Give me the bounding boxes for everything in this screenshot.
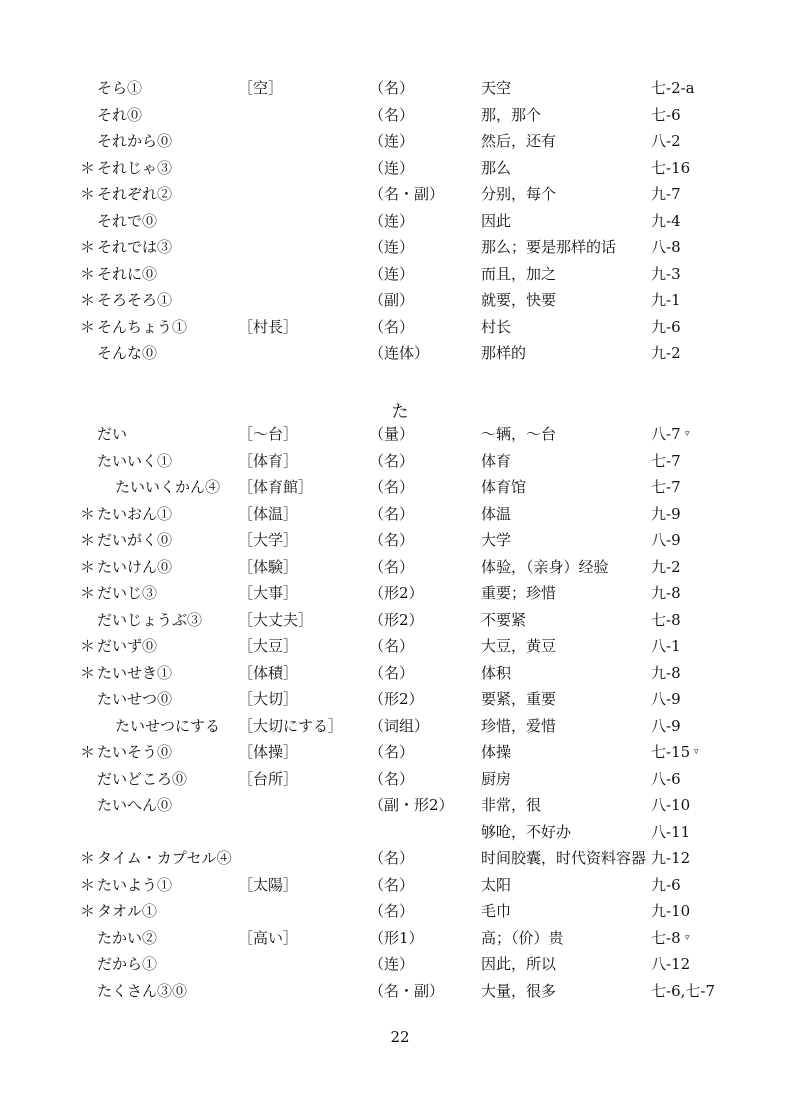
entry-kanji: ［大切にする］ — [238, 716, 344, 735]
entry-lesson-ref: 八-7 — [651, 425, 681, 443]
entry-row — [0, 181, 800, 208]
entry-kanji: ［大事］ — [238, 584, 299, 602]
entry-row — [0, 792, 800, 819]
entry-lesson-ref: 八-9 — [651, 690, 681, 708]
entry-row — [0, 819, 800, 846]
entry-star-mark: ＊ — [80, 158, 96, 177]
entry-lesson-ref: 九-6 — [651, 875, 681, 894]
entry-lesson-ref: 八-1 — [651, 637, 681, 655]
entry-part-of-speech: （名） — [369, 451, 415, 470]
entry-meaning: 高；（价）贵 — [481, 928, 564, 947]
entry-word: それでは③ — [97, 238, 173, 256]
entry-part-of-speech: （形2） — [369, 584, 424, 602]
triangle-mark-icon: ▿ — [685, 429, 690, 439]
entry-lesson-ref: 八-9 — [651, 716, 681, 735]
entry-meaning: 太阳 — [481, 875, 512, 894]
entry-kanji: ［大丈夫］ — [238, 610, 314, 629]
entry-lesson-ref: 九-10 — [651, 902, 691, 920]
entry-kanji: ［体積］ — [238, 663, 299, 682]
entry-meaning: 厨房 — [481, 769, 512, 788]
entry-word: たいおん① — [97, 504, 173, 523]
entry-meaning: 然后，还有 — [481, 132, 557, 150]
entry-meaning: 时间胶囊，时代资料容器 — [481, 849, 647, 867]
entry-lesson-ref: 九-2 — [651, 344, 681, 362]
entry-lesson-ref: 八-6 — [651, 769, 681, 788]
entry-star-mark: ＊ — [80, 317, 96, 336]
entry-part-of-speech: （名） — [369, 849, 415, 867]
entry-word: たいせき① — [97, 663, 173, 682]
entry-row — [0, 739, 800, 766]
section-ta-entries — [0, 421, 800, 1004]
entry-word: たいへん⓪ — [97, 796, 173, 814]
entry-row — [0, 448, 800, 475]
entry-word: それで⓪ — [97, 211, 158, 230]
entry-kanji: ［大切］ — [238, 690, 299, 708]
entry-lesson-ref: 七-15 — [651, 743, 691, 761]
entry-row — [0, 845, 800, 872]
entry-lesson-ref: 九-7 — [651, 185, 681, 203]
entry-part-of-speech: （连） — [369, 132, 415, 150]
entry-kanji: ［空］ — [238, 79, 284, 97]
entry-part-of-speech: （名） — [369, 105, 415, 124]
entry-part-of-speech: （名） — [369, 743, 415, 761]
entry-kanji: ［体操］ — [238, 743, 299, 761]
entry-meaning: 体验，（亲身）经验 — [481, 557, 609, 576]
entry-meaning: 分别，每个 — [481, 185, 557, 203]
entry-star-mark: ＊ — [80, 531, 96, 549]
entry-meaning: 不要紧 — [481, 610, 527, 629]
entry-word: そろそろ① — [97, 291, 173, 309]
entry-star-mark: ＊ — [80, 584, 96, 602]
entry-row — [0, 155, 800, 182]
entry-word: タイム・カプセル④ — [97, 849, 232, 867]
entry-part-of-speech: （连体） — [369, 344, 430, 362]
entry-part-of-speech: （名） — [369, 504, 415, 523]
section-heading-ta: た — [391, 402, 409, 422]
entry-meaning: 体育馆 — [481, 478, 527, 496]
entry-lesson-ref: 九-4 — [651, 211, 681, 230]
entry-row — [0, 287, 800, 314]
entry-part-of-speech: （连） — [369, 264, 415, 283]
entry-part-of-speech: （连） — [369, 158, 415, 177]
entry-word: それ⓪ — [97, 105, 143, 124]
entry-meaning: 体温 — [481, 504, 512, 523]
entry-row — [0, 872, 800, 899]
entry-word: だから① — [97, 955, 158, 973]
entry-star-mark: ＊ — [80, 743, 96, 761]
entry-lesson-ref: 九-2 — [651, 557, 681, 576]
entry-star-mark: ＊ — [80, 185, 96, 203]
entry-row — [0, 208, 800, 235]
entry-row — [0, 314, 800, 341]
entry-row — [0, 713, 800, 740]
entry-lesson-ref: 九-3 — [651, 264, 681, 283]
entry-lesson-ref: 九-9 — [651, 504, 681, 523]
entry-kanji: ［体育館］ — [238, 478, 314, 496]
entry-part-of-speech: （形2） — [369, 690, 424, 708]
entry-meaning: 村长 — [481, 317, 512, 336]
entry-part-of-speech: （名） — [369, 79, 415, 97]
entry-kanji: ［台所］ — [238, 769, 299, 788]
entry-row — [0, 474, 800, 501]
entry-kanji: ［太陽］ — [238, 875, 299, 894]
entry-word: たいせつ⓪ — [97, 690, 173, 708]
entry-word: タオル① — [97, 902, 158, 920]
entry-kanji: ［体験］ — [238, 557, 299, 576]
entry-meaning: 那么 — [481, 158, 512, 177]
entry-star-mark: ＊ — [80, 291, 96, 309]
entry-meaning: 珍惜，爱惜 — [481, 716, 557, 735]
entry-word: たいせつにする — [115, 716, 221, 735]
entry-part-of-speech: （名） — [369, 769, 415, 788]
entry-word: そんな⓪ — [97, 344, 158, 362]
entry-row — [0, 633, 800, 660]
entry-row — [0, 554, 800, 581]
entry-meaning: 够呛，不好办 — [481, 822, 572, 841]
entry-star-mark: ＊ — [80, 637, 96, 655]
entry-lesson-ref: 七-8 — [651, 928, 681, 947]
entry-meaning: 那么；要是那样的话 — [481, 238, 617, 256]
entry-star-mark: ＊ — [80, 557, 96, 576]
entry-word: たいいくかん④ — [115, 478, 221, 496]
entry-part-of-speech: （名・副） — [369, 185, 445, 203]
entry-meaning: 那，那个 — [481, 105, 542, 124]
entry-lesson-ref: 八-8 — [651, 238, 681, 256]
entry-meaning: 因此 — [481, 211, 512, 230]
entry-kanji: ［体温］ — [238, 504, 299, 523]
entry-meaning: 体育 — [481, 451, 512, 470]
entry-word: だいじょうぶ③ — [97, 610, 203, 629]
entry-row — [0, 527, 800, 554]
entry-lesson-ref: 八-2 — [651, 132, 681, 150]
entry-part-of-speech: （名・副） — [369, 981, 445, 1000]
entry-word: それぞれ② — [97, 185, 173, 203]
entry-kanji: ［体育］ — [238, 451, 299, 470]
entry-row — [0, 421, 800, 448]
entry-lesson-ref: 九-8 — [651, 663, 681, 682]
entry-kanji: ［村長］ — [238, 317, 299, 336]
entry-row — [0, 951, 800, 978]
entry-meaning: 天空 — [481, 79, 512, 97]
entry-part-of-speech: （名） — [369, 902, 415, 920]
entry-part-of-speech: （名） — [369, 875, 415, 894]
entry-kanji: ［大豆］ — [238, 637, 299, 655]
entry-meaning: 体积 — [481, 663, 512, 682]
entry-row — [0, 898, 800, 925]
entry-row — [0, 75, 800, 102]
page-number: 22 — [390, 1028, 410, 1046]
entry-part-of-speech: （形2） — [369, 610, 424, 629]
entry-meaning: 大豆，黄豆 — [481, 637, 557, 655]
entry-lesson-ref: 九-12 — [651, 849, 691, 867]
entry-lesson-ref: 七-7 — [651, 451, 681, 470]
entry-meaning: 因此，所以 — [481, 955, 557, 973]
entry-word: だいどころ⓪ — [97, 769, 188, 788]
entry-row — [0, 234, 800, 261]
entry-word: たいよう① — [97, 875, 173, 894]
entry-meaning: 大学 — [481, 531, 512, 549]
entry-lesson-ref: 八-9 — [651, 531, 681, 549]
entry-lesson-ref: 八-10 — [651, 796, 691, 814]
entry-meaning: 重要；珍惜 — [481, 584, 557, 602]
entry-lesson-ref: 七-2-a — [651, 79, 695, 97]
entry-word: だいず⓪ — [97, 637, 158, 655]
entry-part-of-speech: （名） — [369, 557, 415, 576]
entry-kanji: ［高い］ — [238, 928, 299, 947]
entry-word: そら① — [97, 79, 143, 97]
entry-row — [0, 925, 800, 952]
entry-lesson-ref: 八-12 — [651, 955, 691, 973]
entry-meaning: 非常，很 — [481, 796, 542, 814]
entry-word: そんちょう① — [97, 317, 188, 336]
entry-row — [0, 261, 800, 288]
entry-part-of-speech: （名） — [369, 317, 415, 336]
entry-star-mark: ＊ — [80, 875, 96, 894]
entry-lesson-ref: 七-6 — [651, 105, 681, 124]
entry-lesson-ref: 八-11 — [651, 822, 691, 841]
entry-lesson-ref: 九-8 — [651, 584, 681, 602]
entry-kanji: ［大学］ — [238, 531, 299, 549]
entry-word: だいじ③ — [97, 584, 158, 602]
entry-meaning: 就要，快要 — [481, 291, 557, 309]
entry-word: たいいく① — [97, 451, 173, 470]
entry-star-mark: ＊ — [80, 902, 96, 920]
entry-part-of-speech: （连） — [369, 211, 415, 230]
triangle-mark-icon: ▿ — [685, 932, 690, 943]
entry-row — [0, 607, 800, 634]
entry-word: それから⓪ — [97, 132, 173, 150]
entry-row — [0, 660, 800, 687]
entry-part-of-speech: （连） — [369, 955, 415, 973]
entry-part-of-speech: （词组） — [369, 716, 430, 735]
entry-row — [0, 102, 800, 129]
entry-part-of-speech: （副・形2） — [369, 796, 454, 814]
entry-part-of-speech: （副） — [369, 291, 415, 309]
entry-word: それじゃ③ — [97, 158, 173, 177]
triangle-mark-icon: ▿ — [694, 747, 699, 757]
entry-meaning: 而且，加之 — [481, 264, 557, 283]
entry-meaning: 大量，很多 — [481, 981, 557, 1000]
entry-meaning: 要紧，重要 — [481, 690, 557, 708]
entry-part-of-speech: （名） — [369, 637, 415, 655]
entry-lesson-ref: 七-6,七-7 — [651, 981, 715, 1000]
entry-row — [0, 978, 800, 1005]
entry-star-mark: ＊ — [80, 264, 96, 283]
entry-row — [0, 501, 800, 528]
entry-part-of-speech: （名） — [369, 478, 415, 496]
entry-part-of-speech: （形1） — [369, 928, 424, 947]
entry-star-mark: ＊ — [80, 663, 96, 682]
entry-star-mark: ＊ — [80, 238, 96, 256]
entry-lesson-ref: 七-7 — [651, 478, 681, 496]
entry-meaning: 毛巾 — [481, 902, 512, 920]
entry-part-of-speech: （名） — [369, 663, 415, 682]
entry-star-mark: ＊ — [80, 504, 96, 523]
entry-word: たくさん③⓪ — [97, 981, 188, 1000]
entry-word: だい — [97, 425, 128, 443]
entry-kanji: ［～台］ — [238, 425, 299, 443]
entry-row — [0, 128, 800, 155]
entry-lesson-ref: 九-1 — [651, 291, 681, 309]
entry-lesson-ref: 九-6 — [651, 317, 681, 336]
entry-lesson-ref: 七-16 — [651, 158, 691, 177]
entry-lesson-ref: 七-8 — [651, 610, 681, 629]
entry-part-of-speech: （名） — [369, 531, 415, 549]
entry-part-of-speech: （量） — [369, 425, 415, 443]
entry-row — [0, 686, 800, 713]
entry-row — [0, 340, 800, 367]
entry-word: それに⓪ — [97, 264, 158, 283]
entry-word: たかい② — [97, 928, 158, 947]
entry-meaning: 体操 — [481, 743, 512, 761]
section-so-entries — [0, 75, 800, 367]
entry-meaning: 那样的 — [481, 344, 527, 362]
entry-word: だいがく⓪ — [97, 531, 173, 549]
entry-word: たいけん⓪ — [97, 557, 173, 576]
entry-meaning: ～辆，～台 — [481, 425, 557, 443]
entry-word: たいそう⓪ — [97, 743, 173, 761]
entry-part-of-speech: （连） — [369, 238, 415, 256]
entry-star-mark: ＊ — [80, 849, 96, 867]
entry-row — [0, 766, 800, 793]
entry-row — [0, 580, 800, 607]
